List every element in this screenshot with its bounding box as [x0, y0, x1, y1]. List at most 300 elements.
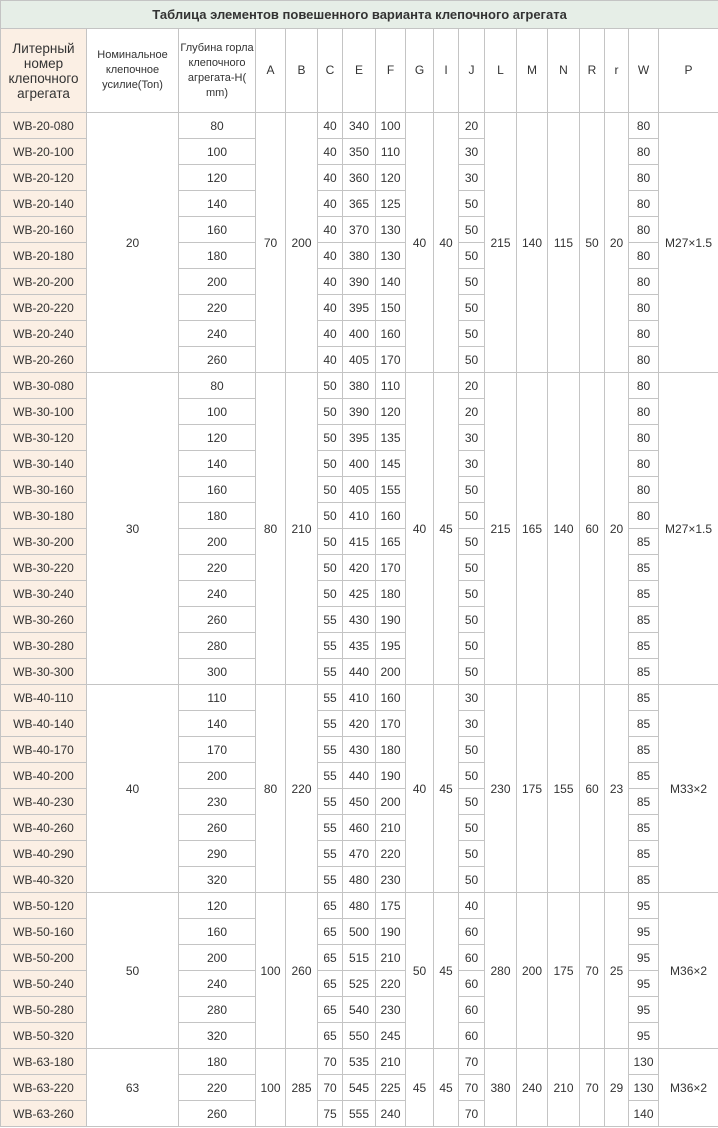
dim-F-cell: 220	[376, 971, 406, 997]
dim-J-cell: 70	[459, 1049, 485, 1075]
dim-F-cell: 210	[376, 945, 406, 971]
throat-depth-cell: 260	[179, 1101, 256, 1127]
dim-C-cell: 55	[318, 607, 343, 633]
dim-E-cell: 540	[343, 997, 376, 1023]
throat-depth-cell: 320	[179, 867, 256, 893]
throat-depth-cell: 220	[179, 1075, 256, 1101]
model-code-cell: WB-20-100	[1, 139, 87, 165]
table-row	[1, 113, 718, 139]
header-P: P	[659, 29, 718, 113]
dim-C-cell: 65	[318, 1023, 343, 1049]
dim-F-cell: 145	[376, 451, 406, 477]
dim-C-cell: 55	[318, 763, 343, 789]
dim-W-cell: 80	[629, 503, 659, 529]
dim-E-cell: 405	[343, 347, 376, 373]
rivet-force-cell: 50	[87, 893, 179, 1049]
header-depth: Глубина горла клепочного агрегата-H( mm)	[179, 29, 256, 113]
dim-W-cell: 95	[629, 945, 659, 971]
dim-E-cell: 400	[343, 451, 376, 477]
dim-W-cell: 80	[629, 373, 659, 399]
dim-C-cell: 50	[318, 373, 343, 399]
dim-J-cell: 60	[459, 945, 485, 971]
dim-W-cell: 80	[629, 477, 659, 503]
dim-J-cell: 50	[459, 503, 485, 529]
dim-G-cell: 50	[406, 893, 434, 1049]
dim-W-cell: 80	[629, 243, 659, 269]
dim-W-cell: 130	[629, 1049, 659, 1075]
dim-C-cell: 40	[318, 165, 343, 191]
dim-E-cell: 370	[343, 217, 376, 243]
dim-J-cell: 60	[459, 971, 485, 997]
dim-W-cell: 95	[629, 893, 659, 919]
dim-A-cell: 80	[256, 373, 286, 685]
dim-C-cell: 40	[318, 217, 343, 243]
model-code-cell: WB-40-230	[1, 789, 87, 815]
model-code-cell: WB-20-180	[1, 243, 87, 269]
dim-A-cell: 80	[256, 685, 286, 893]
dim-F-cell: 245	[376, 1023, 406, 1049]
header-r: r	[605, 29, 629, 113]
thread-P-cell: M36×2	[659, 1049, 718, 1127]
dim-B-cell: 200	[286, 113, 318, 373]
dim-W-cell: 80	[629, 269, 659, 295]
dim-C-cell: 65	[318, 919, 343, 945]
throat-depth-cell: 180	[179, 503, 256, 529]
header-code: Литерный номер клепочного агрегата	[1, 29, 87, 113]
dim-N-cell: 140	[548, 373, 580, 685]
dim-J-cell: 50	[459, 191, 485, 217]
model-code-cell: WB-30-280	[1, 633, 87, 659]
dim-C-cell: 55	[318, 711, 343, 737]
model-code-cell: WB-30-180	[1, 503, 87, 529]
model-code-cell: WB-40-320	[1, 867, 87, 893]
dim-R-cell: 60	[580, 685, 605, 893]
dim-E-cell: 390	[343, 269, 376, 295]
dim-E-cell: 500	[343, 919, 376, 945]
dim-C-cell: 50	[318, 503, 343, 529]
dim-J-cell: 30	[459, 139, 485, 165]
dim-R-cell: 50	[580, 113, 605, 373]
dim-B-cell: 210	[286, 373, 318, 685]
dim-R-cell: 70	[580, 1049, 605, 1127]
model-code-cell: WB-30-220	[1, 555, 87, 581]
dim-E-cell: 545	[343, 1075, 376, 1101]
dim-R-cell: 60	[580, 373, 605, 685]
dim-J-cell: 20	[459, 113, 485, 139]
dim-F-cell: 230	[376, 867, 406, 893]
dim-E-cell: 555	[343, 1101, 376, 1127]
header-M: M	[517, 29, 548, 113]
dim-r-cell: 25	[605, 893, 629, 1049]
dim-L-cell: 380	[485, 1049, 517, 1127]
dim-W-cell: 85	[629, 685, 659, 711]
dim-M-cell: 165	[517, 373, 548, 685]
throat-depth-cell: 80	[179, 113, 256, 139]
dim-E-cell: 340	[343, 113, 376, 139]
header-W: W	[629, 29, 659, 113]
dim-F-cell: 180	[376, 737, 406, 763]
header-force: Номинальное клепочное усилие(Ton)	[87, 29, 179, 113]
dim-E-cell: 410	[343, 503, 376, 529]
throat-depth-cell: 260	[179, 815, 256, 841]
thread-P-cell: M33×2	[659, 685, 718, 893]
dim-F-cell: 175	[376, 893, 406, 919]
dim-J-cell: 60	[459, 919, 485, 945]
dim-F-cell: 130	[376, 243, 406, 269]
throat-depth-cell: 100	[179, 139, 256, 165]
dim-E-cell: 430	[343, 737, 376, 763]
dim-W-cell: 80	[629, 321, 659, 347]
dim-J-cell: 30	[459, 685, 485, 711]
dim-J-cell: 50	[459, 581, 485, 607]
model-code-cell: WB-20-260	[1, 347, 87, 373]
header-N: N	[548, 29, 580, 113]
throat-depth-cell: 240	[179, 581, 256, 607]
dim-F-cell: 135	[376, 425, 406, 451]
dim-W-cell: 95	[629, 971, 659, 997]
dim-F-cell: 210	[376, 815, 406, 841]
dim-r-cell: 29	[605, 1049, 629, 1127]
throat-depth-cell: 160	[179, 919, 256, 945]
dim-W-cell: 140	[629, 1101, 659, 1127]
header-R: R	[580, 29, 605, 113]
throat-depth-cell: 220	[179, 555, 256, 581]
dim-J-cell: 50	[459, 789, 485, 815]
dim-J-cell: 20	[459, 399, 485, 425]
dim-F-cell: 100	[376, 113, 406, 139]
dim-J-cell: 50	[459, 269, 485, 295]
dim-W-cell: 80	[629, 165, 659, 191]
throat-depth-cell: 120	[179, 425, 256, 451]
model-code-cell: WB-40-200	[1, 763, 87, 789]
rivet-force-cell: 40	[87, 685, 179, 893]
dim-C-cell: 50	[318, 529, 343, 555]
throat-depth-cell: 300	[179, 659, 256, 685]
dim-E-cell: 470	[343, 841, 376, 867]
dim-W-cell: 85	[629, 633, 659, 659]
dim-E-cell: 550	[343, 1023, 376, 1049]
dim-J-cell: 50	[459, 659, 485, 685]
dim-J-cell: 60	[459, 1023, 485, 1049]
dim-W-cell: 80	[629, 113, 659, 139]
dim-C-cell: 50	[318, 399, 343, 425]
throat-depth-cell: 80	[179, 373, 256, 399]
dim-J-cell: 30	[459, 711, 485, 737]
dim-B-cell: 285	[286, 1049, 318, 1127]
dim-J-cell: 50	[459, 867, 485, 893]
throat-depth-cell: 200	[179, 269, 256, 295]
dim-C-cell: 55	[318, 841, 343, 867]
dim-F-cell: 190	[376, 919, 406, 945]
dim-N-cell: 155	[548, 685, 580, 893]
throat-depth-cell: 220	[179, 295, 256, 321]
dim-W-cell: 80	[629, 425, 659, 451]
dim-M-cell: 200	[517, 893, 548, 1049]
throat-depth-cell: 100	[179, 399, 256, 425]
throat-depth-cell: 140	[179, 451, 256, 477]
dim-J-cell: 50	[459, 477, 485, 503]
dim-C-cell: 65	[318, 893, 343, 919]
table-row	[1, 685, 718, 711]
dim-G-cell: 40	[406, 113, 434, 373]
dim-J-cell: 50	[459, 841, 485, 867]
dim-F-cell: 165	[376, 529, 406, 555]
dim-C-cell: 65	[318, 971, 343, 997]
dim-J-cell: 70	[459, 1075, 485, 1101]
dim-F-cell: 130	[376, 217, 406, 243]
throat-depth-cell: 290	[179, 841, 256, 867]
model-code-cell: WB-50-320	[1, 1023, 87, 1049]
dim-E-cell: 430	[343, 607, 376, 633]
dim-J-cell: 20	[459, 373, 485, 399]
throat-depth-cell: 170	[179, 737, 256, 763]
dim-C-cell: 70	[318, 1049, 343, 1075]
throat-depth-cell: 280	[179, 997, 256, 1023]
dim-I-cell: 40	[434, 113, 459, 373]
dim-M-cell: 240	[517, 1049, 548, 1127]
dim-L-cell: 215	[485, 113, 517, 373]
header-E: E	[343, 29, 376, 113]
model-code-cell: WB-30-200	[1, 529, 87, 555]
model-code-cell: WB-20-120	[1, 165, 87, 191]
dim-C-cell: 65	[318, 945, 343, 971]
dim-C-cell: 40	[318, 321, 343, 347]
dim-E-cell: 440	[343, 659, 376, 685]
model-code-cell: WB-40-110	[1, 685, 87, 711]
dim-G-cell: 40	[406, 373, 434, 685]
model-code-cell: WB-40-140	[1, 711, 87, 737]
dim-J-cell: 30	[459, 451, 485, 477]
dim-r-cell: 20	[605, 373, 629, 685]
throat-depth-cell: 200	[179, 763, 256, 789]
dim-E-cell: 420	[343, 555, 376, 581]
dim-E-cell: 405	[343, 477, 376, 503]
dim-W-cell: 80	[629, 217, 659, 243]
dim-I-cell: 45	[434, 373, 459, 685]
dim-B-cell: 260	[286, 893, 318, 1049]
dim-J-cell: 50	[459, 295, 485, 321]
model-code-cell: WB-20-160	[1, 217, 87, 243]
dim-C-cell: 55	[318, 815, 343, 841]
model-code-cell: WB-30-260	[1, 607, 87, 633]
rivet-force-cell: 20	[87, 113, 179, 373]
dim-J-cell: 50	[459, 347, 485, 373]
throat-depth-cell: 240	[179, 971, 256, 997]
dim-E-cell: 360	[343, 165, 376, 191]
dim-W-cell: 80	[629, 191, 659, 217]
dim-C-cell: 50	[318, 451, 343, 477]
header-G: G	[406, 29, 434, 113]
dim-C-cell: 55	[318, 633, 343, 659]
dim-F-cell: 110	[376, 139, 406, 165]
dim-W-cell: 85	[629, 815, 659, 841]
dim-E-cell: 410	[343, 685, 376, 711]
dim-C-cell: 55	[318, 659, 343, 685]
dim-M-cell: 140	[517, 113, 548, 373]
throat-depth-cell: 180	[179, 1049, 256, 1075]
dim-C-cell: 65	[318, 997, 343, 1023]
dim-R-cell: 70	[580, 893, 605, 1049]
dim-E-cell: 435	[343, 633, 376, 659]
dim-A-cell: 70	[256, 113, 286, 373]
throat-depth-cell: 180	[179, 243, 256, 269]
header-A: A	[256, 29, 286, 113]
dim-F-cell: 160	[376, 685, 406, 711]
dim-J-cell: 50	[459, 321, 485, 347]
dim-E-cell: 480	[343, 867, 376, 893]
dim-F-cell: 125	[376, 191, 406, 217]
dim-M-cell: 175	[517, 685, 548, 893]
dim-E-cell: 525	[343, 971, 376, 997]
model-code-cell: WB-40-260	[1, 815, 87, 841]
dim-F-cell: 160	[376, 503, 406, 529]
dim-E-cell: 350	[343, 139, 376, 165]
dim-E-cell: 365	[343, 191, 376, 217]
dim-E-cell: 425	[343, 581, 376, 607]
dim-E-cell: 390	[343, 399, 376, 425]
dim-W-cell: 85	[629, 737, 659, 763]
model-code-cell: WB-50-160	[1, 919, 87, 945]
model-code-cell: WB-63-260	[1, 1101, 87, 1127]
dim-C-cell: 40	[318, 113, 343, 139]
dim-F-cell: 225	[376, 1075, 406, 1101]
model-code-cell: WB-63-180	[1, 1049, 87, 1075]
dim-W-cell: 85	[629, 555, 659, 581]
dim-J-cell: 50	[459, 555, 485, 581]
throat-depth-cell: 280	[179, 633, 256, 659]
dim-J-cell: 50	[459, 529, 485, 555]
throat-depth-cell: 140	[179, 191, 256, 217]
dim-W-cell: 85	[629, 711, 659, 737]
dim-F-cell: 190	[376, 607, 406, 633]
dim-E-cell: 380	[343, 373, 376, 399]
dim-C-cell: 50	[318, 425, 343, 451]
throat-depth-cell: 140	[179, 711, 256, 737]
dim-E-cell: 450	[343, 789, 376, 815]
dim-E-cell: 415	[343, 529, 376, 555]
dim-F-cell: 170	[376, 555, 406, 581]
dim-F-cell: 240	[376, 1101, 406, 1127]
model-code-cell: WB-20-080	[1, 113, 87, 139]
model-code-cell: WB-30-080	[1, 373, 87, 399]
dim-G-cell: 40	[406, 685, 434, 893]
model-code-cell: WB-20-200	[1, 269, 87, 295]
dim-W-cell: 85	[629, 529, 659, 555]
dim-J-cell: 30	[459, 425, 485, 451]
model-code-cell: WB-50-240	[1, 971, 87, 997]
dim-E-cell: 400	[343, 321, 376, 347]
table-row	[1, 893, 718, 919]
dim-W-cell: 80	[629, 347, 659, 373]
model-code-cell: WB-40-290	[1, 841, 87, 867]
dim-A-cell: 100	[256, 1049, 286, 1127]
model-code-cell: WB-30-160	[1, 477, 87, 503]
dim-F-cell: 110	[376, 373, 406, 399]
rivet-force-cell: 63	[87, 1049, 179, 1127]
header-B: B	[286, 29, 318, 113]
model-code-cell: WB-30-300	[1, 659, 87, 685]
dim-r-cell: 23	[605, 685, 629, 893]
dim-W-cell: 85	[629, 789, 659, 815]
dim-C-cell: 40	[318, 295, 343, 321]
dim-W-cell: 80	[629, 399, 659, 425]
dim-J-cell: 50	[459, 737, 485, 763]
dim-E-cell: 460	[343, 815, 376, 841]
dim-C-cell: 70	[318, 1075, 343, 1101]
model-code-cell: WB-50-280	[1, 997, 87, 1023]
dim-F-cell: 220	[376, 841, 406, 867]
dim-F-cell: 170	[376, 347, 406, 373]
dim-F-cell: 195	[376, 633, 406, 659]
model-code-cell: WB-30-100	[1, 399, 87, 425]
dim-N-cell: 175	[548, 893, 580, 1049]
throat-depth-cell: 110	[179, 685, 256, 711]
dim-F-cell: 160	[376, 321, 406, 347]
dim-F-cell: 190	[376, 763, 406, 789]
throat-depth-cell: 230	[179, 789, 256, 815]
throat-depth-cell: 260	[179, 607, 256, 633]
header-J: J	[459, 29, 485, 113]
dim-W-cell: 85	[629, 867, 659, 893]
dim-A-cell: 100	[256, 893, 286, 1049]
dim-F-cell: 200	[376, 659, 406, 685]
dim-J-cell: 60	[459, 997, 485, 1023]
dim-E-cell: 420	[343, 711, 376, 737]
dim-L-cell: 230	[485, 685, 517, 893]
model-code-cell: WB-63-220	[1, 1075, 87, 1101]
table-body	[1, 113, 718, 1127]
dim-C-cell: 55	[318, 685, 343, 711]
dim-B-cell: 220	[286, 685, 318, 893]
dim-E-cell: 480	[343, 893, 376, 919]
model-code-cell: WB-20-240	[1, 321, 87, 347]
dim-C-cell: 40	[318, 191, 343, 217]
dim-J-cell: 50	[459, 607, 485, 633]
dim-F-cell: 170	[376, 711, 406, 737]
dim-W-cell: 95	[629, 919, 659, 945]
dim-C-cell: 40	[318, 243, 343, 269]
dim-C-cell: 50	[318, 477, 343, 503]
dim-J-cell: 50	[459, 243, 485, 269]
dim-C-cell: 55	[318, 867, 343, 893]
dim-W-cell: 80	[629, 139, 659, 165]
dim-F-cell: 150	[376, 295, 406, 321]
dim-N-cell: 115	[548, 113, 580, 373]
dim-C-cell: 55	[318, 737, 343, 763]
throat-depth-cell: 200	[179, 529, 256, 555]
dim-C-cell: 50	[318, 581, 343, 607]
dim-E-cell: 395	[343, 425, 376, 451]
dim-C-cell: 40	[318, 139, 343, 165]
dim-C-cell: 40	[318, 347, 343, 373]
dim-I-cell: 45	[434, 685, 459, 893]
model-code-cell: WB-50-120	[1, 893, 87, 919]
throat-depth-cell: 320	[179, 1023, 256, 1049]
rivet-force-cell: 30	[87, 373, 179, 685]
dim-W-cell: 85	[629, 841, 659, 867]
dim-J-cell: 30	[459, 165, 485, 191]
dim-E-cell: 440	[343, 763, 376, 789]
dim-C-cell: 75	[318, 1101, 343, 1127]
dim-J-cell: 50	[459, 763, 485, 789]
thread-P-cell: M27×1.5	[659, 113, 718, 373]
dim-F-cell: 180	[376, 581, 406, 607]
dim-W-cell: 95	[629, 1023, 659, 1049]
header-I: I	[434, 29, 459, 113]
dim-C-cell: 40	[318, 269, 343, 295]
dim-E-cell: 535	[343, 1049, 376, 1075]
dim-I-cell: 45	[434, 1049, 459, 1127]
